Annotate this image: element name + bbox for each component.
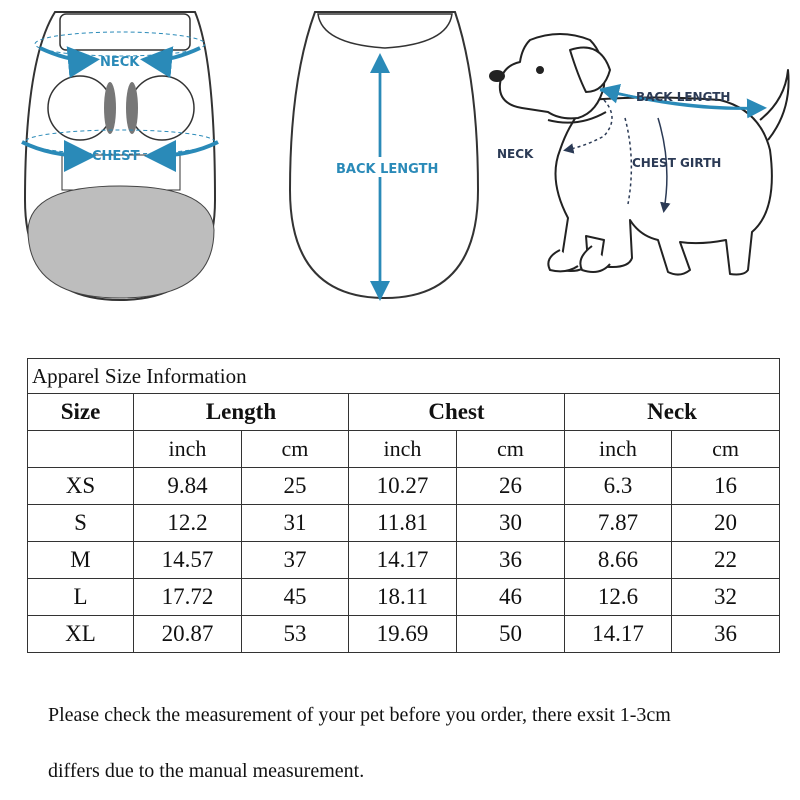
unit-length-inch: inch xyxy=(134,431,242,468)
neck-inch: 12.6 xyxy=(565,579,672,616)
length-inch: 14.57 xyxy=(134,542,242,579)
row-size: M xyxy=(28,542,134,579)
back-length-label: BACK LENGTH xyxy=(336,162,439,177)
neck-cm: 16 xyxy=(672,468,780,505)
table-caption: Apparel Size Information xyxy=(28,359,780,394)
row-size: XS xyxy=(28,468,134,505)
measurement-note-line1: Please check the measurement of your pet before you order, there exsit 1-3cm xyxy=(48,704,671,726)
dog-back-length-label: BACK LENGTH xyxy=(636,90,731,104)
length-cm: 31 xyxy=(242,505,349,542)
header-size: Size xyxy=(28,394,134,431)
length-inch: 20.87 xyxy=(134,616,242,653)
row-size: XL xyxy=(28,616,134,653)
sweater-front-illustration xyxy=(22,12,218,300)
chest-label: CHEST xyxy=(92,149,140,164)
chest-inch: 18.11 xyxy=(349,579,457,616)
dog-illustration xyxy=(490,34,789,275)
table-row xyxy=(28,505,780,542)
belly-panel xyxy=(28,186,214,298)
chest-inch: 10.27 xyxy=(349,468,457,505)
dog-neck-label: NECK xyxy=(497,147,534,161)
length-cm: 25 xyxy=(242,468,349,505)
neck-cm: 20 xyxy=(672,505,780,542)
chest-inch: 19.69 xyxy=(349,616,457,653)
neck-inch: 6.3 xyxy=(565,468,672,505)
unit-length-cm: cm xyxy=(242,431,349,468)
unit-chest-cm: cm xyxy=(457,431,565,468)
length-inch: 17.72 xyxy=(134,579,242,616)
table-row xyxy=(28,468,780,505)
measurement-note-line2: differs due to the manual measurement. xyxy=(48,760,365,782)
row-size: L xyxy=(28,579,134,616)
chest-cm: 30 xyxy=(457,505,565,542)
neck-inch: 8.66 xyxy=(565,542,672,579)
chest-inch: 11.81 xyxy=(349,505,457,542)
header-chest: Chest xyxy=(349,394,565,431)
chest-inch: 14.17 xyxy=(349,542,457,579)
length-cm: 53 xyxy=(242,616,349,653)
neck-inch: 14.17 xyxy=(565,616,672,653)
measurement-diagram xyxy=(0,0,800,340)
chest-cm: 26 xyxy=(457,468,565,505)
unit-neck-inch: inch xyxy=(565,431,672,468)
neck-label: NECK xyxy=(100,55,140,70)
size-table xyxy=(27,358,780,653)
chest-cm: 36 xyxy=(457,542,565,579)
dog-chest-girth-label: CHEST GIRTH xyxy=(632,156,722,170)
unit-chest-inch: inch xyxy=(349,431,457,468)
neck-cm: 36 xyxy=(672,616,780,653)
unit-blank xyxy=(28,431,134,468)
header-neck: Neck xyxy=(565,394,780,431)
table-row xyxy=(28,616,780,653)
row-size: S xyxy=(28,505,134,542)
chest-cm: 50 xyxy=(457,616,565,653)
chest-cm: 46 xyxy=(457,579,565,616)
length-inch: 9.84 xyxy=(134,468,242,505)
neck-cm: 22 xyxy=(672,542,780,579)
neck-cm: 32 xyxy=(672,579,780,616)
sweater-back-illustration xyxy=(290,12,478,298)
header-length: Length xyxy=(134,394,349,431)
unit-neck-cm: cm xyxy=(672,431,780,468)
table-row xyxy=(28,542,780,579)
table-row xyxy=(28,579,780,616)
length-cm: 37 xyxy=(242,542,349,579)
length-cm: 45 xyxy=(242,579,349,616)
neck-inch: 7.87 xyxy=(565,505,672,542)
length-inch: 12.2 xyxy=(134,505,242,542)
